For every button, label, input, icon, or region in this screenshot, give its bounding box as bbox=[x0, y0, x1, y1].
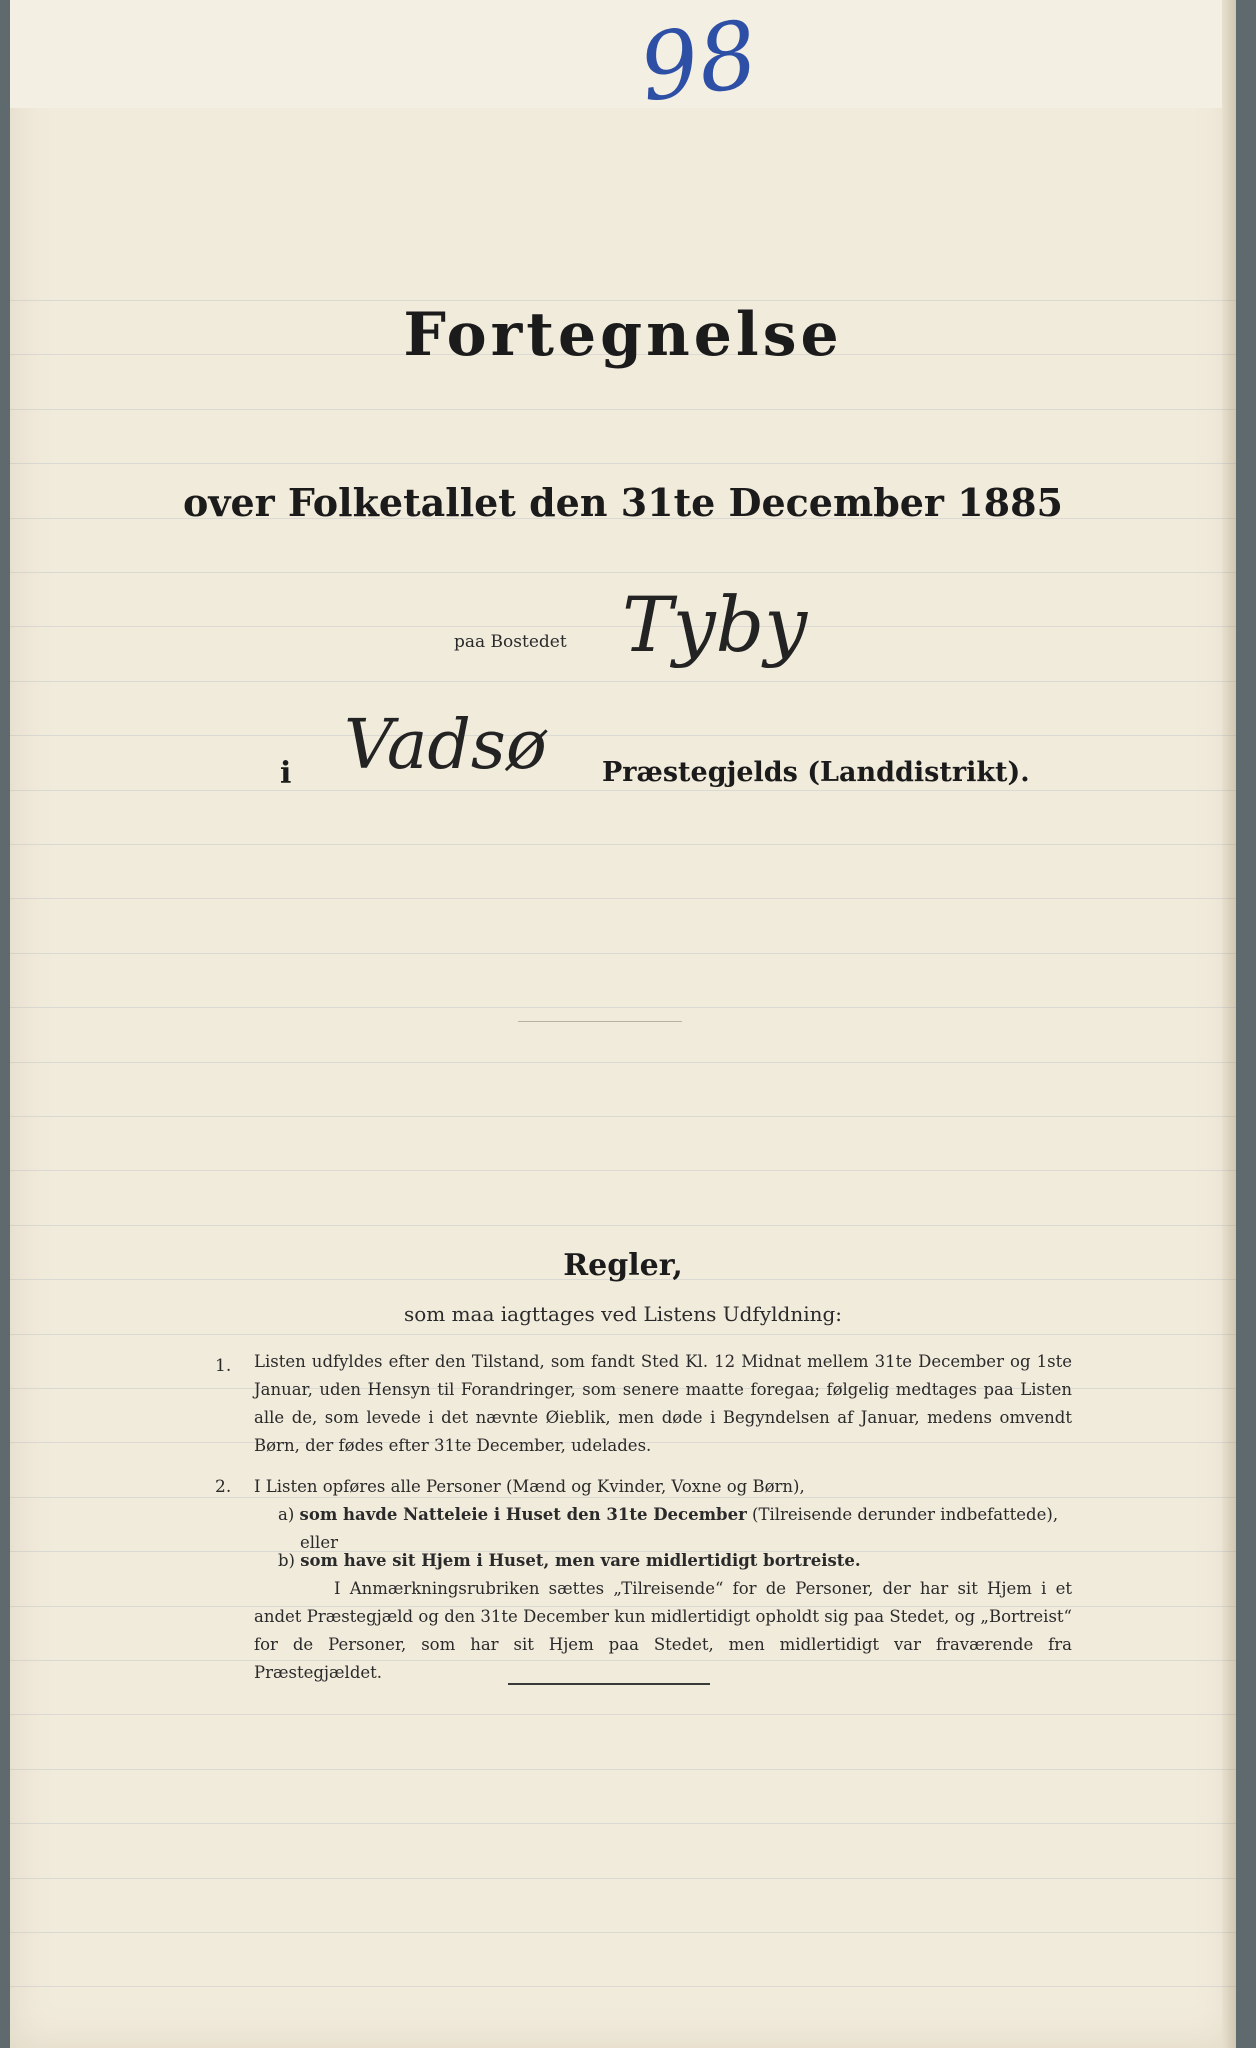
ruled-line bbox=[10, 1334, 1236, 1335]
ruled-line bbox=[10, 1007, 1236, 1008]
bottom-rule bbox=[508, 1683, 710, 1685]
rules-heading: Regler, bbox=[563, 1248, 683, 1283]
ruled-line bbox=[10, 1878, 1236, 1879]
rule-2b-bold: som have sit Hjem i Huset, men vare midlertidigt bortreiste. bbox=[300, 1551, 861, 1570]
rule-2-eller: eller bbox=[300, 1533, 338, 1552]
ruled-line bbox=[10, 1170, 1236, 1171]
ruled-line bbox=[10, 1497, 1236, 1498]
ruled-line bbox=[10, 1823, 1236, 1824]
top-margin bbox=[10, 0, 1236, 108]
rule-2-note: I Anmærkningsrubriken sættes „Tilreisende“ for de Personer, der har sit Hjem i et andet Præstegjæld og den 31te December kun midlertidigt opholdt sig paa Stedet, og „Bortreist“ for de Personer, som har sit Hjem paa Stedet, men midlertidigt var fraværende fra Præstegjældet. bbox=[254, 1579, 1072, 1682]
ruled-line bbox=[10, 1062, 1236, 1063]
place-value: Tyby bbox=[622, 580, 808, 669]
document-title: Fortegnelse bbox=[403, 300, 843, 370]
ruled-line bbox=[10, 844, 1236, 845]
ruled-line bbox=[10, 1769, 1236, 1770]
rules-intro: som maa iagttages ved Listens Udfyldning: bbox=[403, 1302, 843, 1326]
rule-2b bbox=[278, 1551, 861, 1570]
census-sheet bbox=[10, 0, 1236, 2048]
ruled-line bbox=[10, 1932, 1236, 1933]
parish-label: Præstegjelds (Landdistrikt). bbox=[602, 757, 1030, 788]
ruled-line bbox=[10, 1116, 1236, 1117]
parish-prefix: i bbox=[280, 756, 292, 791]
ruled-line bbox=[10, 898, 1236, 899]
ruled-line bbox=[10, 1986, 1236, 1987]
rule-2b-prefix: b) bbox=[278, 1551, 295, 1570]
document-subtitle: over Folketallet den 31te December 1885 bbox=[183, 480, 1063, 525]
rule-2a-rest: (Tilreisende derunder indbefattede), bbox=[752, 1505, 1059, 1524]
parish-value: Vadsø bbox=[344, 706, 547, 785]
sheet-number: 98 bbox=[633, 0, 764, 123]
rule-2a-prefix: a) bbox=[278, 1505, 295, 1524]
rule-2-intro: I Listen opføres alle Personer (Mænd og Kvinder, Voxne og Børn), bbox=[254, 1477, 805, 1496]
ruled-line bbox=[10, 409, 1236, 410]
ruled-line bbox=[10, 790, 1236, 791]
rule-2a-bold: som havde Natteleie i Huset den 31te December bbox=[299, 1505, 747, 1524]
ruled-line bbox=[10, 735, 1236, 736]
ruled-line bbox=[10, 572, 1236, 573]
rule-2a bbox=[278, 1505, 1058, 1524]
ruled-line bbox=[10, 1714, 1236, 1715]
divider bbox=[518, 1021, 682, 1022]
ruled-line bbox=[10, 1225, 1236, 1226]
rule-2-number: 2. bbox=[215, 1477, 232, 1497]
ruled-line bbox=[10, 953, 1236, 954]
ruled-line bbox=[10, 681, 1236, 682]
rule-1-text: Listen udfyldes efter den Tilstand, som fandt Sted Kl. 12 Midnat mellem 31te December og 1ste Januar, uden Hensyn til Forandringer, som senere maatte foregaa; følgelig medtages paa Listen alle de, som levede i det nævnte Øieblik, men døde i Begyndelsen af Januar, medens omvendt Børn, der fødes efter 31te December, udelades. bbox=[254, 1352, 1072, 1455]
rule-1-number: 1. bbox=[215, 1356, 232, 1376]
ruled-line bbox=[10, 463, 1236, 464]
place-label: paa Bostedet bbox=[454, 632, 567, 652]
